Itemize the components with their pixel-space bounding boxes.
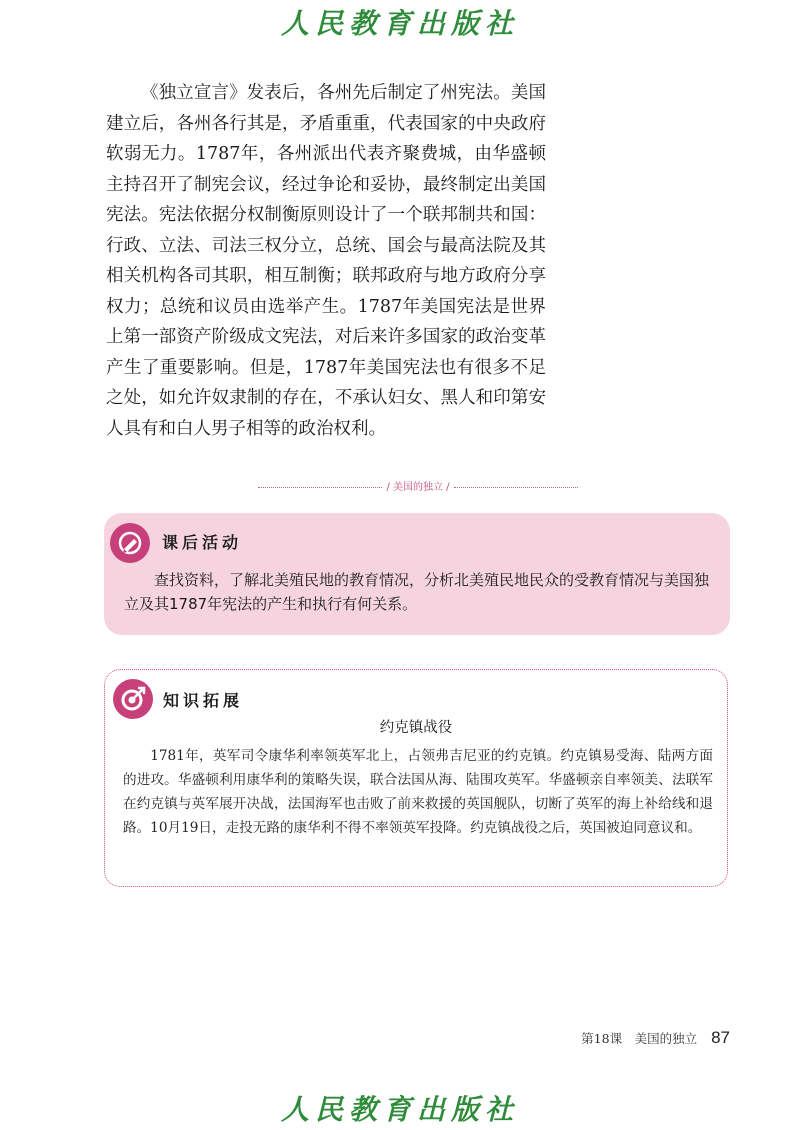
after-class-activity-box — [104, 513, 730, 635]
publisher-logo-bottom: 人民教育出版社 — [280, 1093, 519, 1126]
page-number: 87 — [711, 1028, 730, 1047]
divider-label: / 美国的独立 / — [386, 482, 450, 493]
pencil-circle-icon — [110, 523, 150, 563]
divider-dots-right — [454, 487, 578, 488]
divider-dots-left — [258, 487, 382, 488]
knowledge-text: 1781年，英军司令康华利率领英军北上，占领弗吉尼亚的约克镇。约克镇易受海、陆两方面的进攻。华盛顿利用康华利的策略失误，联合法国从海、陆围攻英军。华盛顿亲自率领美、法联军在约克镇与英军展开决战，法国海军也击败了前来救援的英国舰队，切断了英军的海上补给线和退路。10月19日，走投无路的康华利不得不率领英军投降。约克镇战役之后，英国被迫同意议和。 — [123, 748, 713, 836]
section-divider — [258, 478, 578, 493]
target-arrow-icon — [113, 679, 153, 719]
page-footer — [581, 1028, 730, 1048]
lesson-label: 第18课 美国的独立 — [581, 1031, 698, 1046]
knowledge-extension-box — [104, 669, 728, 887]
knowledge-title: 知识拓展 — [163, 691, 244, 710]
main-paragraph: 《独立宣言》发表后，各州先后制定了州宪法。美国建立后，各州各行其是，矛盾重重，代表国家的中央政府软弱无力。1787年，各州派出代表齐聚费城，由华盛顿主持召开了制宪会议，经过争论和妥协，最终制定出美国宪法。宪法依据分权制衡原则设计了一个联邦制共和国：行政、立法、司法三权分立，总统、国会与最高法院及其相关机构各司其职，相互制衡；联邦政府与地方政府分享权力；总统和议员由选举产生。1787年美国宪法是世界上第一部资产阶级成文宪法，对后来许多国家的政治变革产生了重要影响。但是，1787年美国宪法也有很多不足之处，如允许奴隶制的存在，不承认妇女、黑人和印第安人具有和白人男子相等的政治权利。 — [106, 83, 546, 439]
activity-title: 课后活动 — [162, 533, 243, 552]
knowledge-subtitle: 约克镇战役 — [379, 720, 453, 736]
publisher-logo-top: 人民教育出版社 — [280, 7, 519, 40]
activity-text: 查找资料，了解北美殖民地的教育情况，分析北美殖民地民众的受教育情况与美国独立及其1787年宪法的产生和执行有何关系。 — [124, 571, 710, 613]
